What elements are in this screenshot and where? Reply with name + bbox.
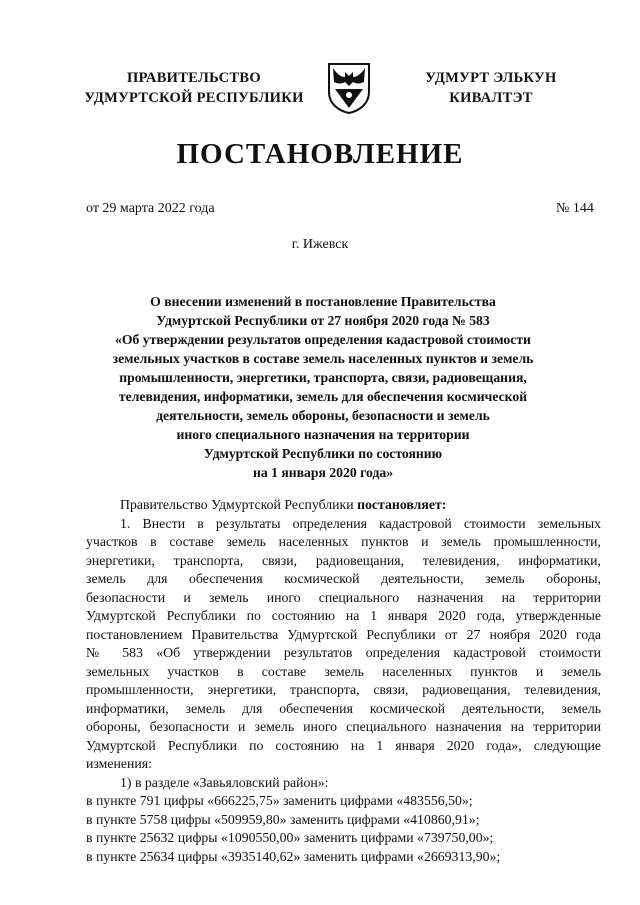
document-date: от 29 марта 2022 года (86, 201, 215, 216)
issuer-udmurt-line-2: КИВАЛТЭТ (449, 90, 533, 106)
amendment-item: в пункте 791 цифры «666225,75» заменить цифрами «483556,50»; (86, 793, 473, 808)
body-line: постановлением Правительства Удмуртской Республики от 27 ноября 2020 года (86, 626, 601, 642)
body-line: Удмуртской Республики по состоянию на 1 января 2020 года», следующие (86, 737, 601, 753)
subject-line: иного специального назначения на территории (176, 427, 470, 442)
body-line: земель для обеспечения космической деятельности, земель обороны, (86, 571, 601, 586)
issuer-line-2: УДМУРТСКОЙ РЕСПУБЛИКИ (84, 90, 304, 106)
intro-paragraph (86, 496, 601, 515)
amendment-item: в пункте 25632 цифры «1090550,00» заменить цифрами «739750,00»; (86, 830, 494, 845)
subject-line: деятельности, земель обороны, безопасности и земель (156, 408, 490, 423)
body-line: 1. Внести в результаты определения кадастровой стоимости земельных (120, 515, 601, 531)
amendment-item: в пункте 5758 цифры «509959,80» заменить цифрами «410860,91»; (86, 811, 480, 827)
body-line: Удмуртской Республики по состоянию на 1 января 2020 года, утвержденные (86, 608, 601, 623)
document-city: г. Ижевск (291, 237, 349, 252)
subject-line: промышленности, энергетики, транспорта, связи, радиовещания, (119, 370, 527, 385)
issuer-name-russian (78, 68, 310, 108)
issuer-udmurt-line-1: УДМУРТ ЭЛЬКУН (425, 70, 557, 86)
amendment-item: в пункте 25634 цифры «3935140,62» заменить цифрами «2669313,90»; (86, 848, 501, 864)
subject-line: земельных участков в составе земель населенных пунктов и земель (112, 351, 534, 366)
body-line: участков в составе земель населенных пунктов и земель промышленности, (86, 534, 601, 549)
intro-decree-word: постановляет: (357, 497, 447, 512)
body-line: изменения: (86, 756, 152, 771)
issuer-line-1: ПРАВИТЕЛЬСТВО (127, 70, 261, 86)
coat-of-arms-icon (326, 62, 372, 114)
section-heading: 1) в разделе «Завьяловский район»: (120, 774, 329, 790)
subject-line: О внесении изменений в постановление Правительства (150, 294, 496, 309)
subject-line: Удмуртской Республики по состоянию (203, 446, 443, 461)
body-line: энергетики, транспорта, связи, радиовещания, телевидения, информатики, (86, 552, 601, 568)
body-line: информатики, земель для обеспечения космической деятельности, земель (86, 700, 601, 716)
body-line: промышленности, энергетики, транспорта, связи, радиовещания, телевидения, (86, 682, 601, 697)
document-body (86, 496, 601, 866)
subject-line: телевидения, информатики, земель для обеспечения космической (118, 389, 528, 404)
body-line: обороны, безопасности и земель иного специального назначения на территории (86, 719, 601, 734)
document-subject (80, 292, 566, 482)
intro-text: Правительство Удмуртской Республики (120, 497, 358, 512)
body-line: земельных участков в составе земель населенных пунктов и земель (86, 663, 601, 679)
subject-line: «Об утверждении результатов определения кадастровой стоимости (115, 332, 531, 347)
document-number: № 144 (556, 201, 594, 216)
document-type: ПОСТАНОВЛЕНИЕ (176, 138, 464, 170)
issuer-name-udmurt (386, 68, 596, 108)
body-line: № 583 «Об утверждении результатов определения кадастровой стоимости (86, 645, 601, 660)
subject-line: Удмуртской Республики от 27 ноября 2020 года № 583 (156, 313, 490, 328)
subject-line: на 1 января 2020 года» (252, 465, 394, 480)
body-line: безопасности и земель иного специального назначения на территории (86, 589, 601, 605)
